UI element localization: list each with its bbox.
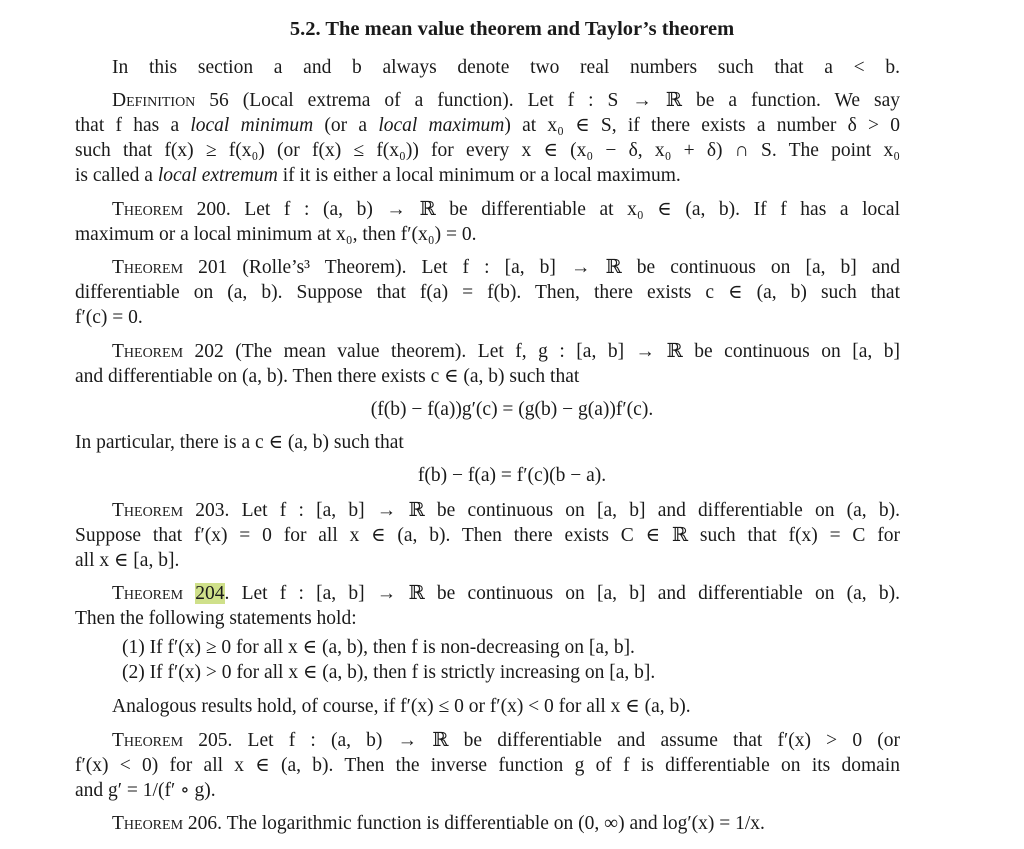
term-local-maximum: local maximum xyxy=(378,115,505,136)
theorem-201-line-3: f′(c) = 0. xyxy=(75,307,143,328)
theorem-202-line-3: In particular, there is a c ∈ (a, b) such that xyxy=(75,432,404,453)
theorem-200-line-2: maximum or a local minimum at x₀, then f′(x₀) = 0. xyxy=(75,224,477,245)
theorem-200-line-1: Theorem 200. Let f : (a, b) → ℝ be differentiable at x₀ ∈ (a, b). If f has a local xyxy=(112,199,900,220)
theorem-202-line-2: and differentiable on (a, b). Then there exists c ∈ (a, b) such that xyxy=(75,366,580,387)
theorem-202-label: Theorem 202 xyxy=(112,341,224,362)
theorem-203-line-3: all x ∈ [a, b]. xyxy=(75,550,180,571)
theorem-205-line-1: Theorem 205. Let f : (a, b) → ℝ be differentiable and assume that f′(x) > 0 (or xyxy=(112,730,900,751)
theorem-202-line-1: Theorem 202 (The mean value theorem). Let f, g : [a, b] → ℝ be continuous on [a, b] xyxy=(112,341,900,362)
list-item: (2) If f′(x) > 0 for all x ∈ (a, b), then f is strictly increasing on [a, b]. xyxy=(122,662,656,683)
term-local-minimum: local minimum xyxy=(190,115,314,136)
theorem-205-line-3: and g′ = 1/(f′ ∘ g). xyxy=(75,780,216,801)
equation-mean-value: f(b) − f(a) = f′(c)(b − a). xyxy=(417,465,607,486)
theorem-201-line-2: differentiable on (a, b). Suppose that f(a) = f(b). Then, there exists c ∈ (a, b) such that xyxy=(75,282,900,303)
intro-line: In this section a and b always denote two real numbers such that a < b. xyxy=(112,57,900,78)
list-item: (1) If f′(x) ≥ 0 for all x ∈ (a, b), then f is non-decreasing on [a, b]. xyxy=(122,637,635,658)
theorem-200-label: Theorem 200. xyxy=(112,199,231,220)
theorem-201-label: Theorem 201 xyxy=(112,257,228,278)
theorem-206-line-1: Theorem 206. The logarithmic function is differentiable on (0, ∞) and log′(x) = 1/x. xyxy=(112,813,765,834)
theorem-203-label: Theorem 203. xyxy=(112,500,230,521)
definition-56-line-4: is called a local extremum if it is either a local minimum or a local maximum. xyxy=(75,165,681,186)
theorem-205-label: Theorem 205. xyxy=(112,730,233,751)
theorem-203-line-2: Suppose that f′(x) = 0 for all x ∈ (a, b). Then there exists C ∈ ℝ such that f(x) = C for xyxy=(75,525,900,546)
theorem-204-label: Theorem xyxy=(112,583,184,604)
definition-56-line-2: that f has a local minimum (or a local maximum) at x₀ ∈ S, if there exists a number δ > 0 xyxy=(75,115,901,136)
equation-mean-value-general: (f(b) − f(a))g′(c) = (g(b) − g(a))f′(c). xyxy=(370,399,654,420)
theorem-204-line-2: Then the following statements hold: xyxy=(75,608,357,629)
theorem-204-line-1: Theorem 204. Let f : [a, b] → ℝ be continuous on [a, b] and differentiable on (a, b). xyxy=(112,583,901,604)
theorem-206-label: Theorem 206. xyxy=(112,813,223,834)
definition-56-line-1: Definition 56 (Local extrema of a function). Let f : S → ℝ be a function. We say xyxy=(112,90,901,111)
definition-label: Definition 56 xyxy=(112,90,229,111)
theorem-205-line-2: f′(x) < 0) for all x ∈ (a, b). Then the inverse function g of f is differentiable on its domain xyxy=(75,755,900,776)
analogous-results-line: Analogous results hold, of course, if f′(x) ≤ 0 or f′(x) < 0 for all x ∈ (a, b). xyxy=(112,696,691,717)
highlighted-theorem-number: 204 xyxy=(195,583,225,604)
theorem-201-line-1: Theorem 201 (Rolle’s³ Theorem). Let f : [a, b] → ℝ be continuous on [a, b] and xyxy=(112,257,900,278)
theorem-203-line-1: Theorem 203. Let f : [a, b] → ℝ be continuous on [a, b] and differentiable on (a, b). xyxy=(112,500,900,521)
definition-56-line-3: such that f(x) ≥ f(x₀) (or f(x) ≤ f(x₀)) for every x ∈ (x₀ − δ, x₀ + δ) ∩ S. The point x₀ xyxy=(75,140,900,161)
section-title: 5.2. The mean value theorem and Taylor’s theorem xyxy=(289,18,735,40)
term-local-extremum: local extremum xyxy=(157,165,278,186)
